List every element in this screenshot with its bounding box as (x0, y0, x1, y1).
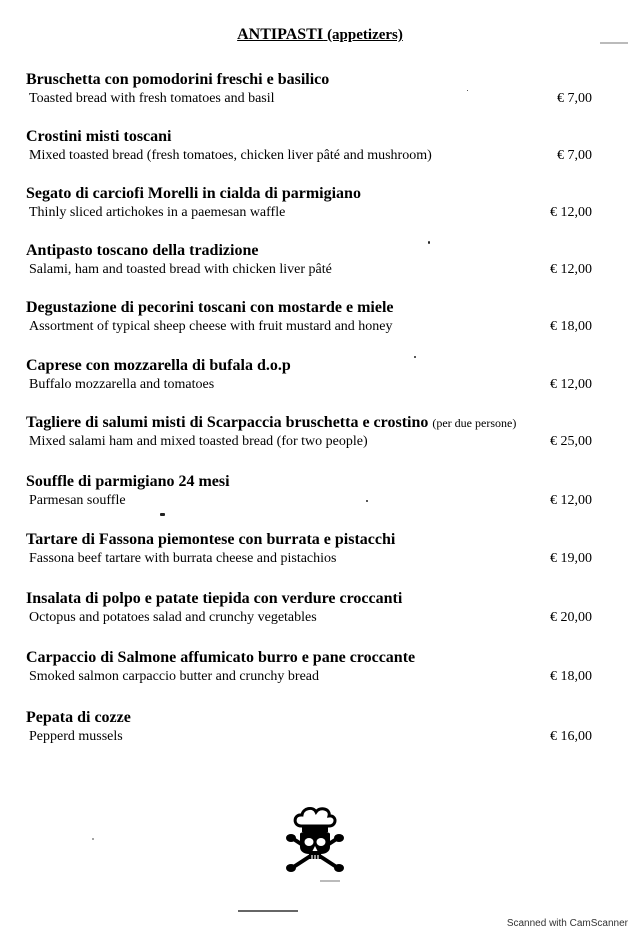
menu-item (26, 648, 606, 696)
menu-item (26, 413, 606, 461)
menu-item (26, 298, 606, 346)
menu-item-name: Crostini misti toscani (26, 128, 172, 145)
menu-item-price: € 12,00 (550, 493, 592, 508)
menu-item-description: Toasted bread with fresh tomatoes and basil (29, 91, 275, 106)
menu-item-name: Insalata di polpo e patate tiepida con verdure croccanti (26, 590, 403, 607)
scanner-watermark: Scanned with CamScanner (506, 918, 628, 929)
menu-item-price: € 18,00 (550, 319, 592, 334)
scan-smudge (238, 910, 298, 912)
menu-item-price: € 25,00 (550, 434, 592, 449)
menu-item-description: Fassona beef tartare with burrata cheese and pistachios (29, 551, 337, 566)
menu-item-description: Salami, ham and toasted bread with chicken liver pâté (29, 262, 332, 277)
menu-item-price: € 19,00 (550, 551, 592, 566)
scan-speck (160, 513, 165, 516)
menu-item-description: Parmesan souffle (29, 493, 126, 508)
menu-item-name: Souffle di parmigiano 24 mesi (26, 473, 230, 490)
scan-speck (366, 500, 368, 502)
menu-item-description: Smoked salmon carpaccio butter and crunchy bread (29, 669, 320, 684)
menu-item-description: Thinly sliced artichokes in a paemesan waffle (29, 205, 286, 220)
menu-item-description: Mixed salami ham and mixed toasted bread (for two people) (29, 434, 368, 449)
menu-item (26, 241, 606, 289)
menu-item (26, 472, 606, 520)
menu-item-description: Buffalo mozzarella and tomatoes (29, 377, 215, 392)
menu-item-name: Bruschetta con pomodorini freschi e basilico (26, 71, 330, 88)
menu-item-description: Octopus and potatoes salad and crunchy vegetables (29, 610, 317, 625)
menu-item-name: Caprese con mozzarella di bufala d.o.p (26, 357, 291, 374)
menu-item-name: Pepata di cozze (26, 709, 131, 726)
menu-item-price: € 7,00 (557, 91, 592, 106)
menu-item-price: € 12,00 (550, 377, 592, 392)
menu-item-description: Mixed toasted bread (fresh tomatoes, chicken liver pâté and mushroom) (29, 148, 432, 163)
menu-item (26, 356, 606, 404)
chef-logo-icon (281, 804, 349, 874)
scan-speck (428, 241, 430, 244)
menu-item (26, 708, 606, 756)
menu-item-price: € 18,00 (550, 669, 592, 684)
menu-item (26, 184, 606, 232)
menu-item-price: € 12,00 (550, 205, 592, 220)
scan-smudge (320, 880, 340, 882)
menu-item-name: Degustazione di pecorini toscani con mostarde e miele (26, 299, 394, 316)
menu-item-name: Carpaccio di Salmone affumicato burro e pane croccante (26, 649, 416, 666)
page-title (0, 26, 640, 44)
menu-item-name: Segato di carciofi Morelli in cialda di parmigiano (26, 185, 361, 202)
menu-item-description: Pepperd mussels (29, 729, 123, 744)
menu-item-name: Tagliere di salumi misti di Scarpaccia bruschetta e crostino (per due persone) (26, 414, 517, 431)
menu-item (26, 70, 606, 118)
menu-item-description: Assortment of typical sheep cheese with fruit mustard and honey (29, 319, 393, 334)
page-title-subtitle: (appetizers) (327, 27, 403, 43)
menu-item (26, 127, 606, 175)
scan-speck (467, 90, 468, 91)
page-title-main: ANTIPASTI (237, 26, 324, 43)
menu-item (26, 530, 606, 578)
scan-speck (92, 838, 94, 840)
menu-item-price: € 7,00 (557, 148, 592, 163)
menu-item-price: € 20,00 (550, 610, 592, 625)
scan-smudge (600, 42, 628, 44)
menu-item-name: Tartare di Fassona piemontese con burrata e pistacchi (26, 531, 396, 548)
menu-item-price: € 16,00 (550, 729, 592, 744)
scan-speck (414, 356, 416, 358)
menu-item-name: Antipasto toscano della tradizione (26, 242, 259, 259)
menu-item (26, 589, 606, 637)
menu-item-price: € 12,00 (550, 262, 592, 277)
